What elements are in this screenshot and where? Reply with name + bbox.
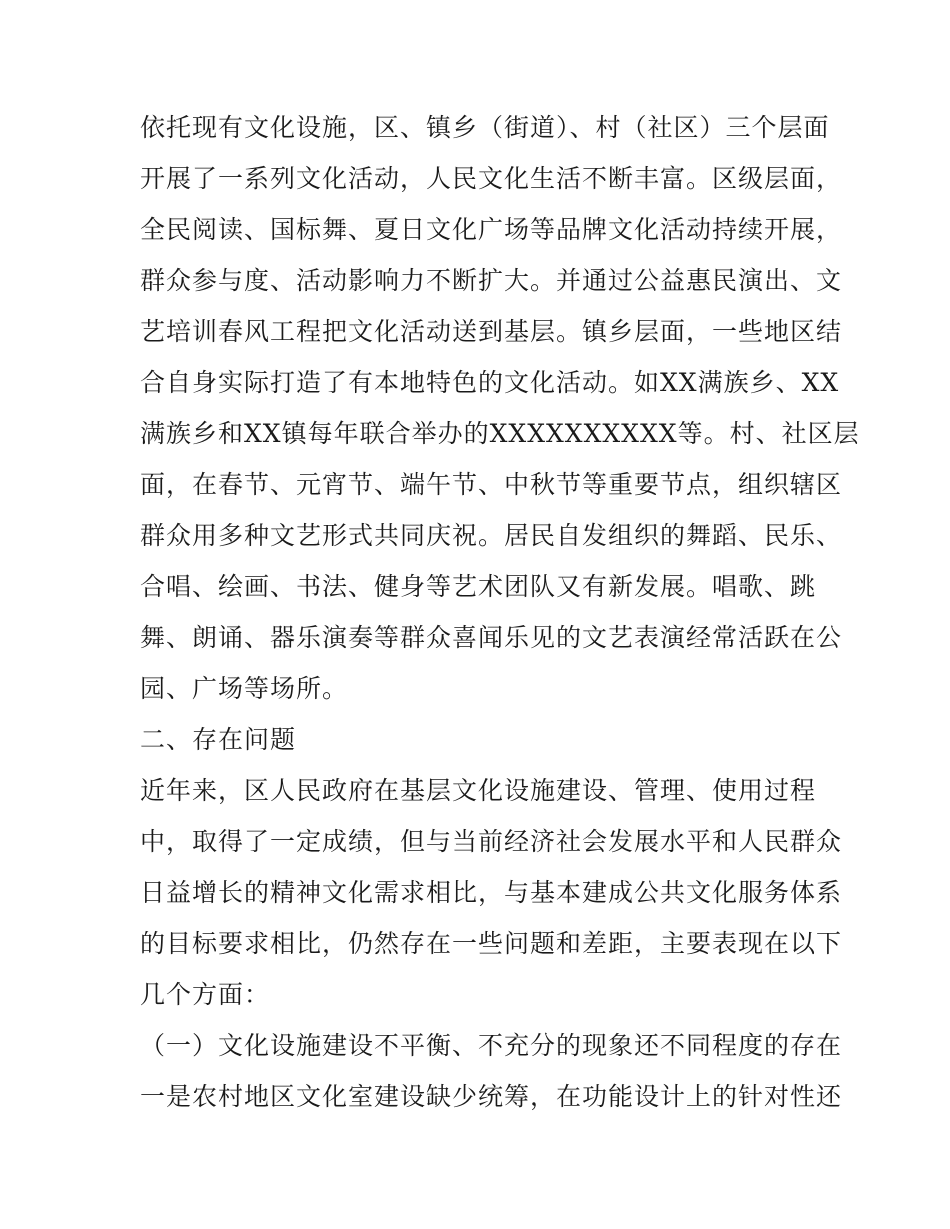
body-line: 的目标要求相比，仍然存在一些问题和差距，主要表现在以下 <box>140 929 843 958</box>
body-line: 舞、朗诵、器乐演奏等群众喜闻乐见的文艺表演经常活跃在公 <box>140 623 843 652</box>
body-line: 艺培训春风工程把文化活动送到基层。镇乡层面，一些地区结 <box>140 317 843 346</box>
section-heading: 二、存在问题 <box>140 725 297 754</box>
body-line: 开展了一系列文化活动，人民文化生活不断丰富。区级层面， <box>140 164 843 193</box>
body-line: 群众参与度、活动影响力不断扩大。并通过公益惠民演出、文 <box>140 266 843 295</box>
body-line: 日益增长的精神文化需求相比，与基本建成公共文化服务体系 <box>140 878 843 907</box>
body-line: 面，在春节、元宵节、端午节、中秋节等重要节点，组织辖区 <box>140 470 843 499</box>
body-line: 依托现有文化设施，区、镇乡（街道）、村（社区）三个层面 <box>140 113 830 142</box>
body-line: 中，取得了一定成绩，但与当前经济社会发展水平和人民群众 <box>140 827 843 856</box>
body-line: 满族乡和XX镇每年联合举办的XXXXXXXXXX等。村、社区层 <box>140 419 860 448</box>
body-line: 全民阅读、国标舞、夏日文化广场等品牌文化活动持续开展， <box>140 215 843 244</box>
body-line: 合自身实际打造了有本地特色的文化活动。如XX满族乡、XX <box>140 368 840 397</box>
body-line: 合唱、绘画、书法、健身等艺术团队又有新发展。唱歌、跳 <box>140 572 817 601</box>
body-line: 一是农村地区文化室建设缺少统筹，在功能设计上的针对性还 <box>140 1082 843 1111</box>
subsection-heading: （一）文化设施建设不平衡、不充分的现象还不同程度的存在 <box>140 1031 843 1060</box>
body-line: 近年来，区人民政府在基层文化设施建设、管理、使用过程 <box>140 776 817 805</box>
body-line: 园、广场等场所。 <box>140 674 349 703</box>
body-line: 几个方面： <box>140 980 271 1009</box>
body-line: 群众用多种文艺形式共同庆祝。居民自发组织的舞蹈、民乐、 <box>140 521 843 550</box>
